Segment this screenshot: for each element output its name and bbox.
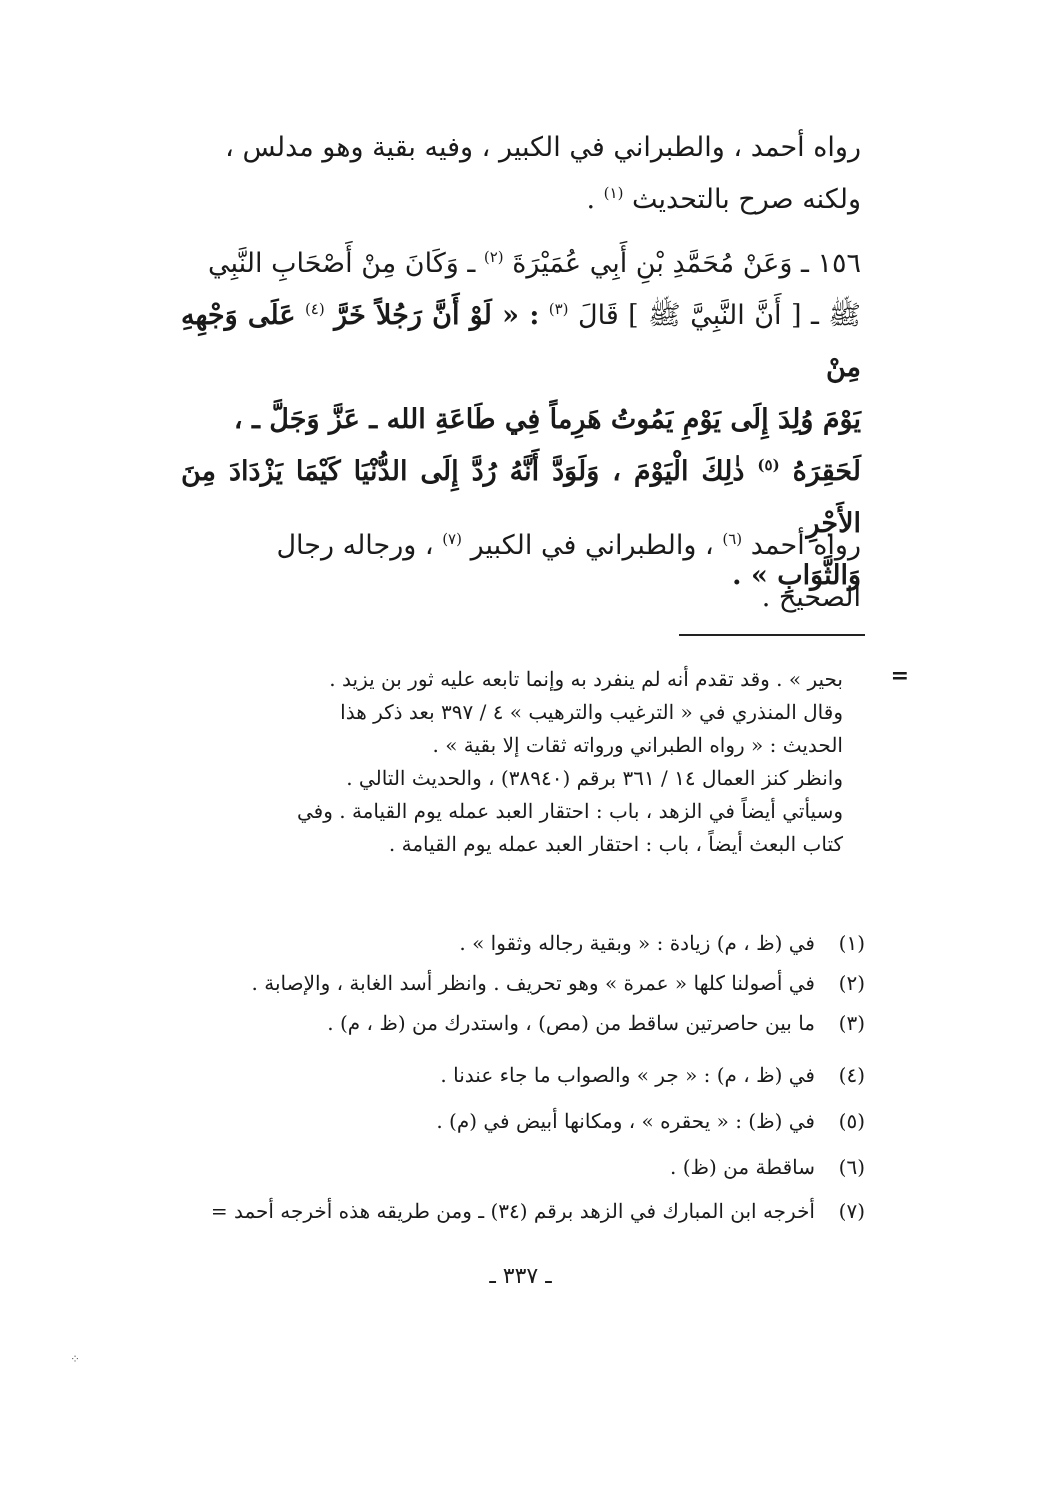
- footnote-number: (٦): [838, 1155, 865, 1179]
- footnote-text: ساقطة من (ظ) .: [669, 1155, 815, 1179]
- note-line: وقال المنذري في « الترغيب والترهيب » ٤ / ٣٩٧ بعد ذكر هذا: [340, 700, 843, 724]
- footnote-1: [145, 926, 865, 960]
- footnote-number: (٣): [838, 1011, 865, 1035]
- text-line: ﷺ ـ [ أَنَّ النَّبِيَّ ﷺ ] قَالَ $^{(٣)}$ : « لَوْ أَنَّ رَجُلاً خَرَّ $^{(٤)}$ عَلَى وَجْهِهِ مِنْ: [181, 300, 861, 383]
- note-line: وسيأتي أيضاً في الزهد ، باب : احتقار العبد عمله يوم القيامة . وفي: [297, 799, 843, 823]
- footnote-text: في (ظ ، م) : « جر » والصواب ما جاء عندنا .: [440, 1063, 815, 1087]
- footnote-number: (٧): [838, 1199, 865, 1223]
- text-line: ولكنه صرح بالتحديث $^{(١)}$ .: [586, 184, 861, 215]
- text-line: وَالثَّوَابِ » .: [732, 560, 861, 591]
- footnote-3: [145, 1006, 865, 1040]
- footnote-text: في (ظ ، م) زيادة : « وبقية رجاله وثقوا » .: [459, 931, 815, 955]
- note-line: الحديث : « رواه الطبراني ورواته ثقات إلا بقية » .: [432, 733, 843, 757]
- footnote-text: في أصولنا كلها « عمرة » وهو تحريف . وانظر أسد الغابة ، والإصابة .: [251, 971, 815, 995]
- text-line: الصحيح .: [761, 582, 861, 613]
- footnote-ref: (١): [603, 184, 624, 202]
- footnote-ref: (٦): [722, 530, 743, 548]
- text-line: لَحَقِرَهُ $^{(٥)}$ ذٰلِكَ الْيَوْمَ ، وَلَوَدَّ أَنَّهُ رُدَّ إِلَى الدُّنْيَا كَيْمَا يَزْدَادَ مِنَ الأَجْرِ: [181, 456, 862, 539]
- paragraph-narration-2: [181, 520, 861, 624]
- footnote-divider: [679, 634, 865, 636]
- footnote-7: [145, 1194, 865, 1228]
- footnote-text: في (ظ) : « يحقره » ، ومكانها أبيض في (م) .: [436, 1109, 815, 1133]
- footnote-number: (٥): [838, 1109, 865, 1133]
- footnote-text: ما بين حاصرتين ساقط من (مص) ، واستدرك من (ظ ، م) .: [327, 1011, 815, 1035]
- footnote-ref: (٣): [548, 300, 569, 318]
- footnote-5: [145, 1104, 865, 1138]
- note-line: وانظر كنز العمال ١٤ / ٣٦١ برقم (٣٨٩٤٠) ، والحديث التالي .: [346, 766, 843, 790]
- footnote-4: [145, 1058, 865, 1092]
- footnote-ref: (٢): [483, 248, 504, 266]
- page-number: ـ ٣٣٧ ـ: [489, 1264, 552, 1289]
- note-line: بحير » . وقد تقدم أنه لم ينفرد به وإنما تابعه عليه ثور بن يزيد .: [329, 667, 843, 691]
- text-line: رواه أحمد $^{(٦)}$ ، والطبراني في الكبير $^{(٧)}$ ، ورجاله رجال: [276, 530, 861, 561]
- paragraph-narration-1: [181, 122, 861, 226]
- footnote-continuation: [175, 663, 909, 861]
- continuation-mark: =: [890, 663, 909, 689]
- footnote-6: [145, 1150, 865, 1184]
- footnote-number: (٤): [838, 1063, 865, 1087]
- footnote-ref: (٧): [442, 530, 462, 548]
- scan-specks: ⁘: [70, 1352, 81, 1366]
- footnote-number: (١): [838, 931, 865, 955]
- text-line: ١٥٦ ـ وَعَنْ مُحَمَّدِ بْنِ أَبِي عُمَيْرَةَ $^{(٢)}$ ـ وَكَانَ مِنْ أَصْحَابِ النَّبِي: [208, 248, 861, 279]
- note-line: كتاب البعث أيضاً ، باب : احتقار العبد عمله يوم القيامة .: [388, 832, 843, 856]
- footnote-number: (٢): [838, 971, 865, 995]
- text-line: رواه أحمد ، والطبراني في الكبير ، وفيه بقية وهو مدلس ،: [225, 132, 861, 163]
- footnote-text: أخرجه ابن المبارك في الزهد برقم (٣٤) ـ ومن طريقه هذه أخرجه أحمد =: [210, 1199, 815, 1223]
- text-line: يَوْمَ وُلِدَ إِلَى يَوْمِ يَمُوتُ هَرِماً فِي طَاعَةِ الله ـ عَزَّ وَجَلَّ ـ ،: [233, 404, 861, 435]
- footnote-2: [145, 966, 865, 1000]
- footnote-ref: (٥): [757, 456, 780, 474]
- footnote-ref: (٤): [304, 300, 325, 318]
